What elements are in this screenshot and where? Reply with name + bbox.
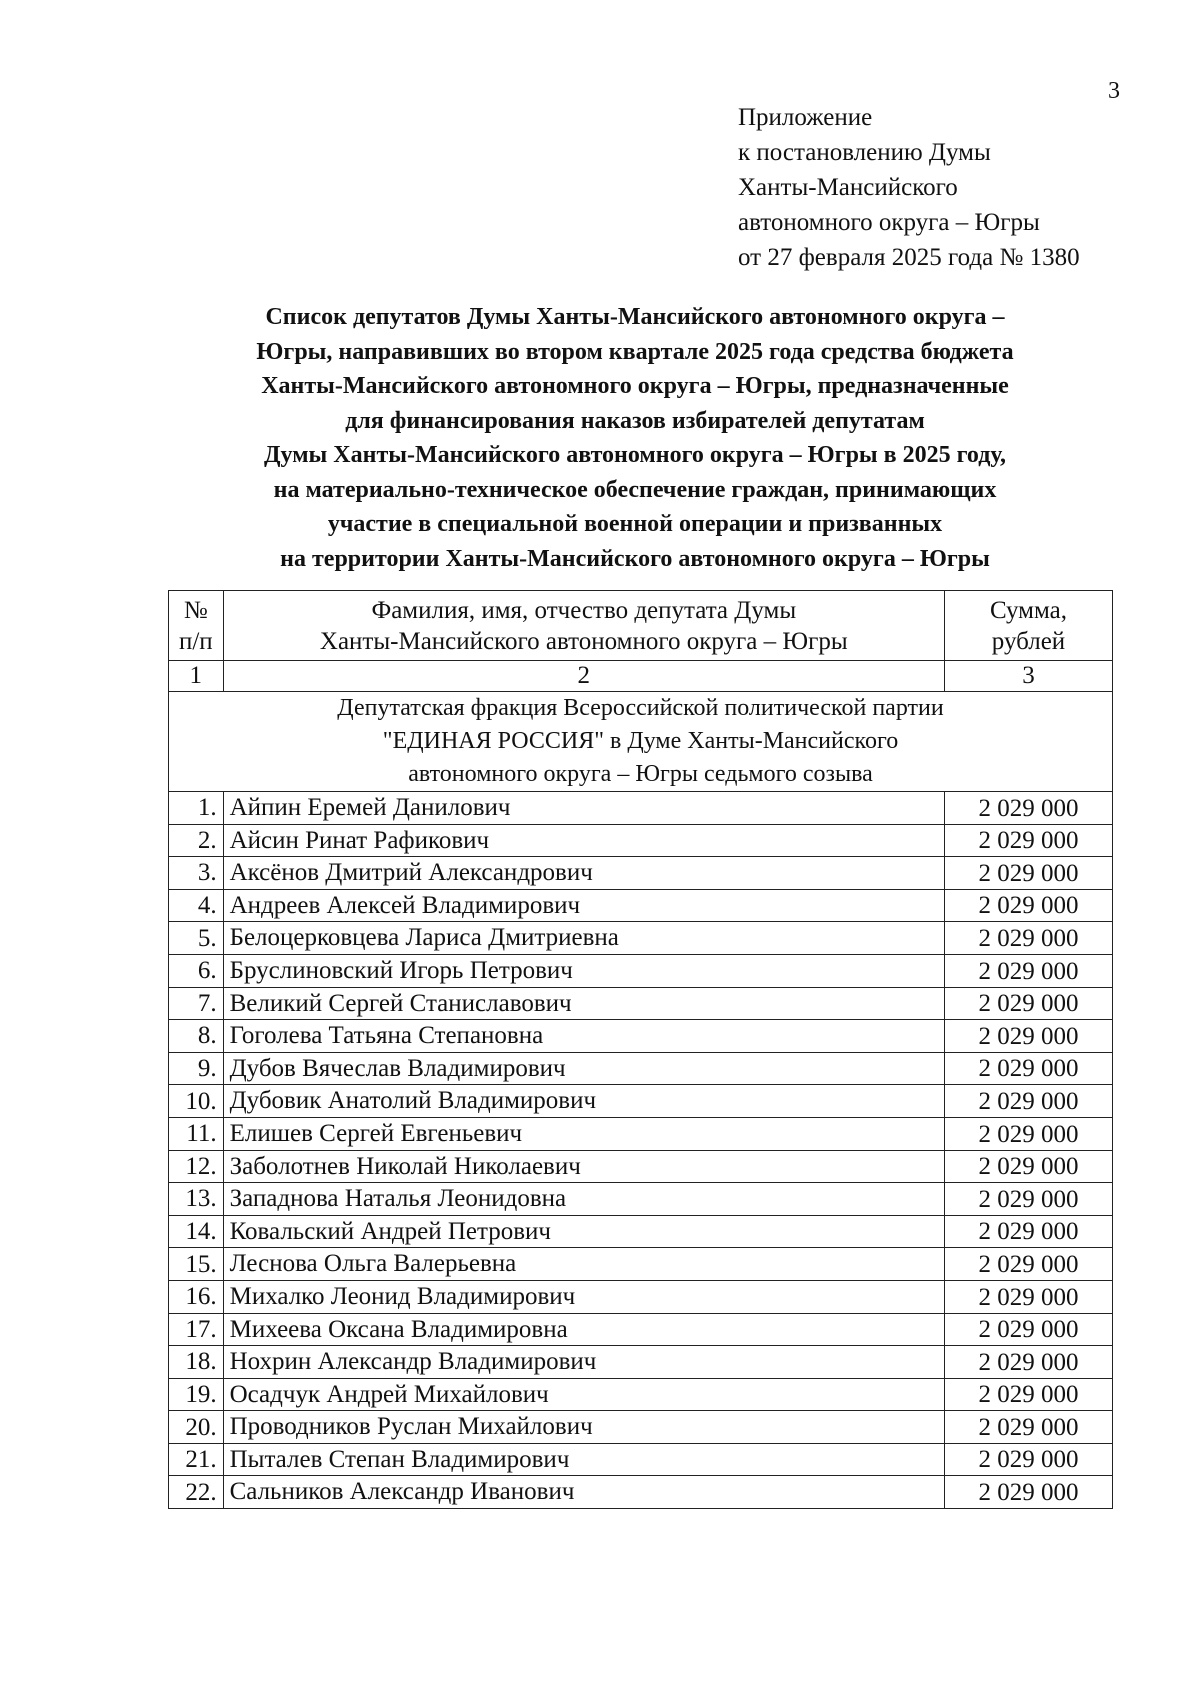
row-number: 6. [169, 954, 224, 987]
row-number: 9. [169, 1052, 224, 1085]
row-number: 17. [169, 1313, 224, 1346]
header-sum-line: Сумма, [989, 596, 1067, 624]
title-line: на территории Ханты-Мансийского автономного округа – Югры [280, 545, 990, 572]
row-number: 14. [169, 1215, 224, 1248]
row-number: 10. [169, 1085, 224, 1118]
column-index: 3 [944, 661, 1112, 692]
row-number: 2. [169, 824, 224, 857]
amount: 2 029 000 [944, 1117, 1112, 1150]
table-row [169, 954, 1113, 987]
title-line: Югры, направивших во втором квартале 2025 года средства бюджета [256, 338, 1014, 365]
deputy-name: Сальников Александр Иванович [223, 1476, 944, 1509]
table-row [169, 922, 1113, 955]
title-line: Думы Ханты-Мансийского автономного округа – Югры в 2025 году, [264, 442, 1006, 468]
deputy-name: Пыталев Степан Владимирович [223, 1443, 944, 1476]
header-sum-line: рублей [991, 627, 1066, 655]
amount: 2 029 000 [944, 889, 1112, 922]
column-index-row [169, 661, 1113, 692]
amount: 2 029 000 [944, 1378, 1112, 1411]
table-header-row [169, 591, 1113, 661]
table-row [169, 987, 1113, 1020]
deputy-name: Ковальский Андрей Петрович [223, 1215, 944, 1248]
header-name-line: Ханты-Мансийского автономного округа – Югры [319, 627, 848, 655]
amount: 2 029 000 [944, 1476, 1112, 1509]
faction-row [169, 692, 1113, 792]
table-row [169, 1020, 1113, 1053]
appendix-block [738, 100, 1080, 275]
row-number: 22. [169, 1476, 224, 1509]
amount: 2 029 000 [944, 1443, 1112, 1476]
deputy-name: Заболотнев Николай Николаевич [223, 1150, 944, 1183]
faction-cell [169, 692, 1113, 792]
deputy-name: Нохрин Александр Владимирович [223, 1346, 944, 1379]
header-num-line: п/п [178, 627, 213, 655]
table-row [169, 1215, 1113, 1248]
appendix-line: к постановлению Думы [738, 139, 991, 166]
table-row [169, 857, 1113, 890]
amount: 2 029 000 [944, 1248, 1112, 1281]
table-row [169, 1085, 1113, 1118]
title-line: для финансирования наказов избирателей депутатам [345, 407, 925, 434]
table-row [169, 1411, 1113, 1444]
amount: 2 029 000 [944, 1085, 1112, 1118]
deputy-name: Айсин Ринат Рафикович [223, 824, 944, 857]
document-title [150, 300, 1120, 576]
amount: 2 029 000 [944, 1280, 1112, 1313]
column-index: 1 [169, 661, 224, 692]
deputy-name: Елишев Сергей Евгеньевич [223, 1117, 944, 1150]
row-number: 16. [169, 1280, 224, 1313]
row-number: 18. [169, 1346, 224, 1379]
amount: 2 029 000 [944, 1215, 1112, 1248]
deputy-name: Аксёнов Дмитрий Александрович [223, 857, 944, 890]
row-number: 1. [169, 792, 224, 825]
table-row [169, 1313, 1113, 1346]
row-number: 19. [169, 1378, 224, 1411]
table-row [169, 1150, 1113, 1183]
row-number: 12. [169, 1150, 224, 1183]
row-number: 21. [169, 1443, 224, 1476]
faction-line: "ЕДИНАЯ РОССИЯ" в Думе Ханты-Мансийского [382, 728, 899, 754]
appendix-line: от 27 февраля 2025 года № 1380 [738, 244, 1080, 271]
appendix-line: Приложение [738, 104, 873, 131]
faction-line: Депутатская фракция Всероссийской политической партии [337, 695, 944, 721]
faction-line: автономного округа – Югры седьмого созыва [408, 761, 873, 787]
table-row [169, 1052, 1113, 1085]
table-row [169, 889, 1113, 922]
header-name-line: Фамилия, имя, отчество депутата Думы [371, 596, 797, 624]
deputy-name: Дубовик Анатолий Владимирович [223, 1085, 944, 1118]
row-number: 15. [169, 1248, 224, 1281]
deputy-name: Андреев Алексей Владимирович [223, 889, 944, 922]
amount: 2 029 000 [944, 1346, 1112, 1379]
amount: 2 029 000 [944, 792, 1112, 825]
table-row [169, 1280, 1113, 1313]
table-row [169, 1183, 1113, 1216]
title-line: участие в специальной военной операции и призванных [327, 511, 943, 537]
table-row [169, 824, 1113, 857]
deputy-name: Айпин Еремей Данилович [223, 792, 944, 825]
deputy-name: Михалко Леонид Владимирович [223, 1280, 944, 1313]
row-number: 20. [169, 1411, 224, 1444]
appendix-line: автономного округа – Югры [738, 209, 1040, 236]
header-num-line: № [183, 596, 208, 624]
row-number: 7. [169, 987, 224, 1020]
table-row [169, 1117, 1113, 1150]
table-row [169, 1476, 1113, 1509]
amount: 2 029 000 [944, 922, 1112, 955]
deputies-table [168, 590, 1113, 1509]
amount: 2 029 000 [944, 1313, 1112, 1346]
row-number: 3. [169, 857, 224, 890]
deputy-name: Бруслиновский Игорь Петрович [223, 954, 944, 987]
deputy-name: Великий Сергей Станиславович [223, 987, 944, 1020]
title-line: на материально-техническое обеспечение граждан, принимающих [273, 476, 997, 503]
deputy-name: Проводников Руслан Михайлович [223, 1411, 944, 1444]
amount: 2 029 000 [944, 1052, 1112, 1085]
deputy-name: Западнова Наталья Леонидовна [223, 1183, 944, 1216]
amount: 2 029 000 [944, 1020, 1112, 1053]
table-row [169, 1378, 1113, 1411]
header-num [169, 591, 224, 661]
row-number: 11. [169, 1117, 224, 1150]
appendix-line: Ханты-Мансийского [738, 174, 958, 201]
deputy-name: Гоголева Татьяна Степановна [223, 1020, 944, 1053]
header-name [223, 591, 944, 661]
deputy-name: Белоцерковцева Лариса Дмитриевна [223, 922, 944, 955]
title-line: Ханты-Мансийского автономного округа – Югры, предназначенные [261, 373, 1009, 399]
header-sum [944, 591, 1112, 661]
table-row [169, 1346, 1113, 1379]
table-row [169, 1443, 1113, 1476]
amount: 2 029 000 [944, 954, 1112, 987]
row-number: 13. [169, 1183, 224, 1216]
title-line: Список депутатов Думы Ханты-Мансийского автономного округа – [265, 304, 1005, 330]
amount: 2 029 000 [944, 857, 1112, 890]
amount: 2 029 000 [944, 987, 1112, 1020]
deputy-name: Михеева Оксана Владимировна [223, 1313, 944, 1346]
amount: 2 029 000 [944, 1183, 1112, 1216]
page-number: 3 [1108, 78, 1120, 104]
column-index: 2 [223, 661, 944, 692]
amount: 2 029 000 [944, 824, 1112, 857]
deputy-name: Леснова Ольга Валерьевна [223, 1248, 944, 1281]
table-row [169, 1248, 1113, 1281]
deputy-name: Осадчук Андрей Михайлович [223, 1378, 944, 1411]
table-row [169, 792, 1113, 825]
row-number: 4. [169, 889, 224, 922]
deputy-name: Дубов Вячеслав Владимирович [223, 1052, 944, 1085]
amount: 2 029 000 [944, 1411, 1112, 1444]
row-number: 5. [169, 922, 224, 955]
row-number: 8. [169, 1020, 224, 1053]
amount: 2 029 000 [944, 1150, 1112, 1183]
